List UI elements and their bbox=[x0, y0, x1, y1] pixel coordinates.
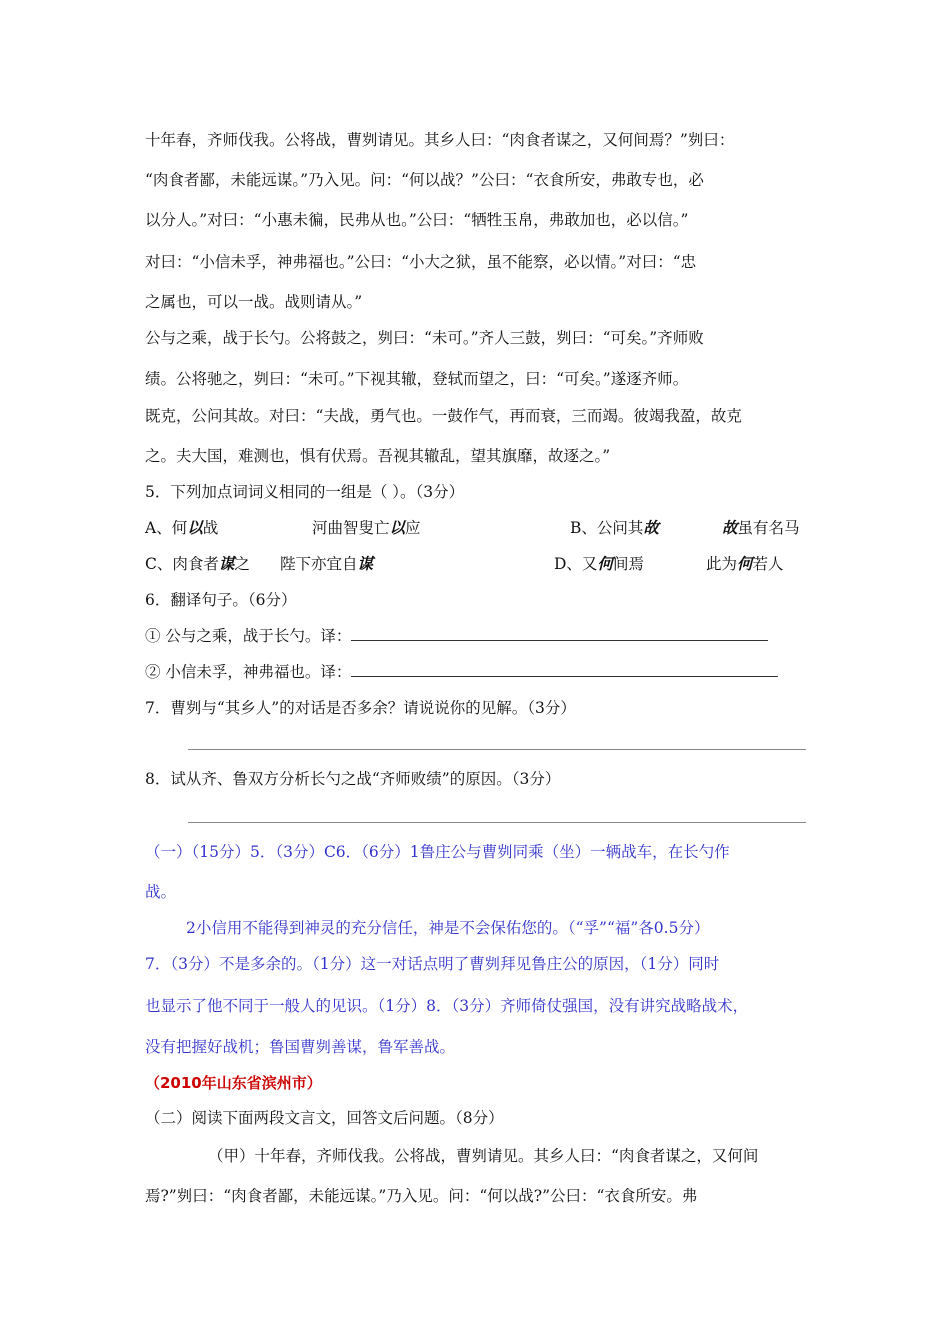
question-5-stem: 5．下列加点词词义相同的一组是（ ）。（3分） bbox=[145, 483, 465, 501]
answer-blank-1[interactable] bbox=[351, 626, 768, 641]
answer-line-2: 战。 bbox=[145, 883, 177, 901]
dotted-word: 何 bbox=[737, 554, 753, 573]
option-b-pair: 故虽有名马 bbox=[722, 518, 800, 537]
answer-line-5: 也显示了他不同于一般人的见识。（1分）8．（3分）齐师倚仗强国，没有讲究战略战术， bbox=[145, 997, 749, 1015]
question-6-sentence-1: ① 公与之乘，战于长勺。译： bbox=[145, 626, 768, 646]
passage-line-6: 公与之乘，战于长勺。公将鼓之，刿曰：“未可。”齐人三鼓，刿曰：“可矣。”齐师败 bbox=[145, 329, 704, 347]
option-a: A、何以战 bbox=[145, 518, 219, 537]
passage-line-1: 十年春，齐师伐我。公将战，曹刿请见。其乡人曰：“肉食者谋之，又何间焉？”刿曰： bbox=[145, 131, 735, 149]
answer-line-3: 2小信用不能得到神灵的充分信任，神是不会保佑您的。（“孚”“福”各0.5分） bbox=[186, 919, 710, 937]
section-2-line-1: （甲）十年春，齐师伐我。公将战，曹刿请见。其乡人曰：“肉食者谋之，又何间 bbox=[208, 1147, 759, 1165]
option-d: D、又何间焉 bbox=[554, 554, 644, 573]
section-2-heading: （二）阅读下面两段文言文，回答文后问题。（8分） bbox=[145, 1109, 504, 1127]
passage-line-5: 之属也，可以一战。战则请从。” bbox=[145, 293, 363, 311]
question-8-stem: 8．试从齐、鲁双方分析长勺之战“齐师败绩”的原因。（3分） bbox=[145, 770, 561, 788]
dotted-word: 何 bbox=[597, 554, 613, 573]
passage-line-2: “肉食者鄙，未能远谋。”乃入见。问：“何以战？”公曰：“衣食所安，弗敢专也，必 bbox=[145, 171, 704, 189]
passage-line-7: 绩。公将驰之，刿曰：“未可。”下视其辙，登轼而望之，曰：“可矣。”遂逐齐师。 bbox=[145, 370, 689, 388]
dotted-word: 以 bbox=[389, 518, 406, 537]
source-label: （2010年山东省滨州市） bbox=[145, 1074, 322, 1092]
answer-line-6: 没有把握好战机；鲁国曹刿善谋，鲁军善战。 bbox=[145, 1038, 456, 1056]
option-c-pair: 陛下亦宜自谋 bbox=[280, 554, 374, 573]
dotted-word: 故 bbox=[722, 518, 738, 537]
option-d-pair: 此为何若人 bbox=[706, 554, 784, 573]
option-c: C、肉食者谋之 bbox=[145, 554, 250, 573]
dotted-word: 谋 bbox=[218, 554, 235, 573]
passage-line-8: 既克，公问其故。对曰：“夫战，勇气也。一鼓作气，再而衰，三而竭。彼竭我盈，故克 bbox=[145, 407, 742, 425]
dotted-word: 故 bbox=[643, 518, 659, 537]
option-a-pair: 河曲智叟亡以应 bbox=[312, 518, 421, 537]
answer-line-q8[interactable] bbox=[188, 822, 806, 823]
passage-line-4: 对曰：“小信未孚，神弗福也。”公曰：“小大之狱，虽不能察，必以情。”对曰：“忠 bbox=[145, 253, 697, 271]
passage-line-9: 之。夫大国，难测也，惧有伏焉。吾视其辙乱，望其旗靡，故逐之。” bbox=[145, 447, 611, 465]
question-6-sentence-2: ② 小信未孚，神弗福也。译： bbox=[145, 662, 778, 682]
dotted-word: 谋 bbox=[357, 554, 374, 573]
option-b: B、公问其故 bbox=[570, 518, 659, 537]
question-6-stem: 6．翻译句子。（6分） bbox=[145, 591, 297, 609]
answer-blank-2[interactable] bbox=[351, 662, 778, 677]
answer-line-q7[interactable] bbox=[188, 749, 806, 750]
dotted-word: 以 bbox=[187, 518, 203, 537]
section-2-line-2: 焉?”刿曰：“肉食者鄙，未能远谋。”乃入见。问：“何以战?”公曰：“衣食所安。弗 bbox=[145, 1187, 698, 1205]
question-7-stem: 7．曹刿与“其乡人”的对话是否多余？请说说你的见解。（3分） bbox=[145, 699, 576, 717]
answer-line-1: （一）（15分）5．（3分）C6．（6分）1鲁庄公与曹刿同乘（坐）一辆战车，在长勺作 bbox=[145, 843, 730, 861]
answer-line-4: 7．（3分）不是多余的。（1分）这一对话点明了曹刿拜见鲁庄公的原因，（1分）同时 bbox=[145, 955, 720, 973]
passage-line-3: 以分人。”对曰：“小惠未徧，民弗从也。”公曰：“牺牲玉帛，弗敢加也，必以信。” bbox=[145, 211, 689, 229]
